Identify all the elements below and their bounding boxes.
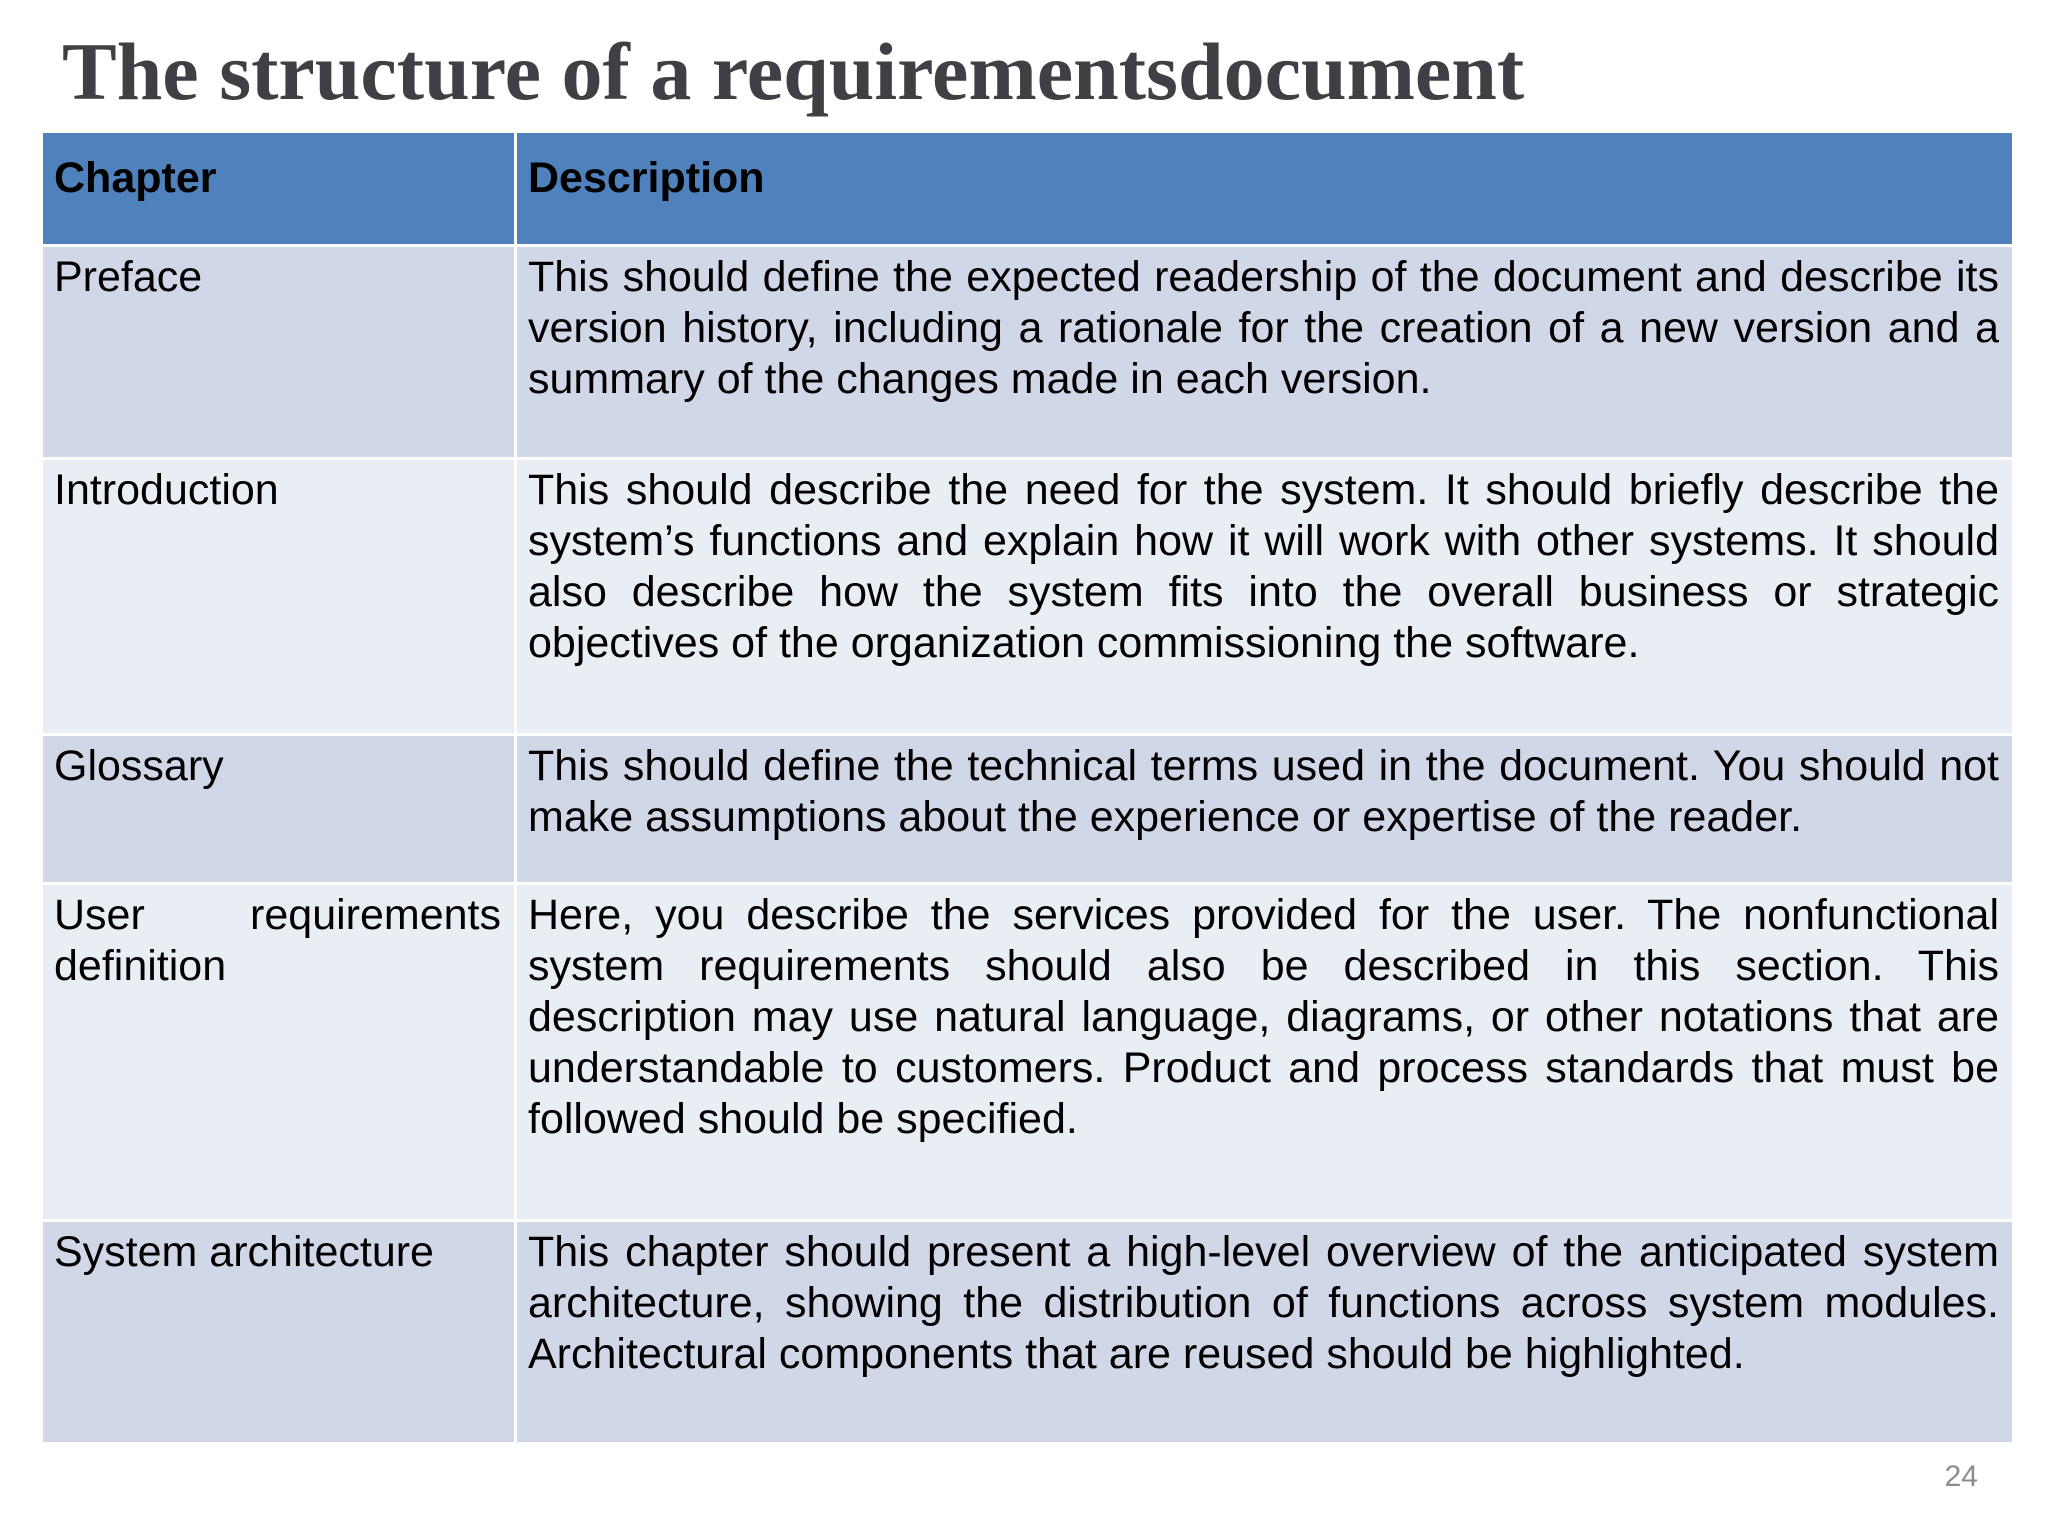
page-number: 24 — [1944, 1460, 1978, 1493]
chapter-cell: Introduction — [42, 459, 516, 735]
table-row — [42, 884, 2014, 1221]
description-cell: This should define the technical terms used in the document. You should not make assumptions about the experience or expertise of the reader. — [516, 735, 2014, 884]
description-cell: This should define the expected readership of the document and describe its version history, including a rationale for the creation of a new version and a summary of the changes made in each version. — [516, 246, 2014, 459]
chapter-cell: System architecture — [42, 1221, 516, 1444]
table-row — [42, 246, 2014, 459]
table-header-row — [42, 132, 2014, 246]
description-cell: Here, you describe the services provided for the user. The nonfunctional system requirements should also be described in this section. This description may use natural language, diagrams, or other notations that are understandable to customers. Product and process standards that must be followed should be specified. — [516, 884, 2014, 1221]
chapter-cell: Glossary — [42, 735, 516, 884]
description-cell: This chapter should present a high-level overview of the anticipated system architecture, showing the distribution of functions across system modules. Architectural components that are reused should be highlighted. — [516, 1221, 2014, 1444]
description-cell: This should describe the need for the system. It should briefly describe the system’s functions and explain how it will work with other systems. It should also describe how the system fits into the overall business or strategic objectives of the organization commissioning the software. — [516, 459, 2014, 735]
table-row — [42, 459, 2014, 735]
slide-title: The structure of a requirementsdocument — [62, 26, 1525, 117]
chapter-cell: User requirements definition — [42, 884, 516, 1221]
chapter-cell: Preface — [42, 246, 516, 459]
header-description: Description — [516, 132, 2014, 246]
table-row — [42, 735, 2014, 884]
table-row — [42, 1221, 2014, 1444]
header-chapter: Chapter — [42, 132, 516, 246]
requirements-structure-table — [40, 130, 2015, 1445]
